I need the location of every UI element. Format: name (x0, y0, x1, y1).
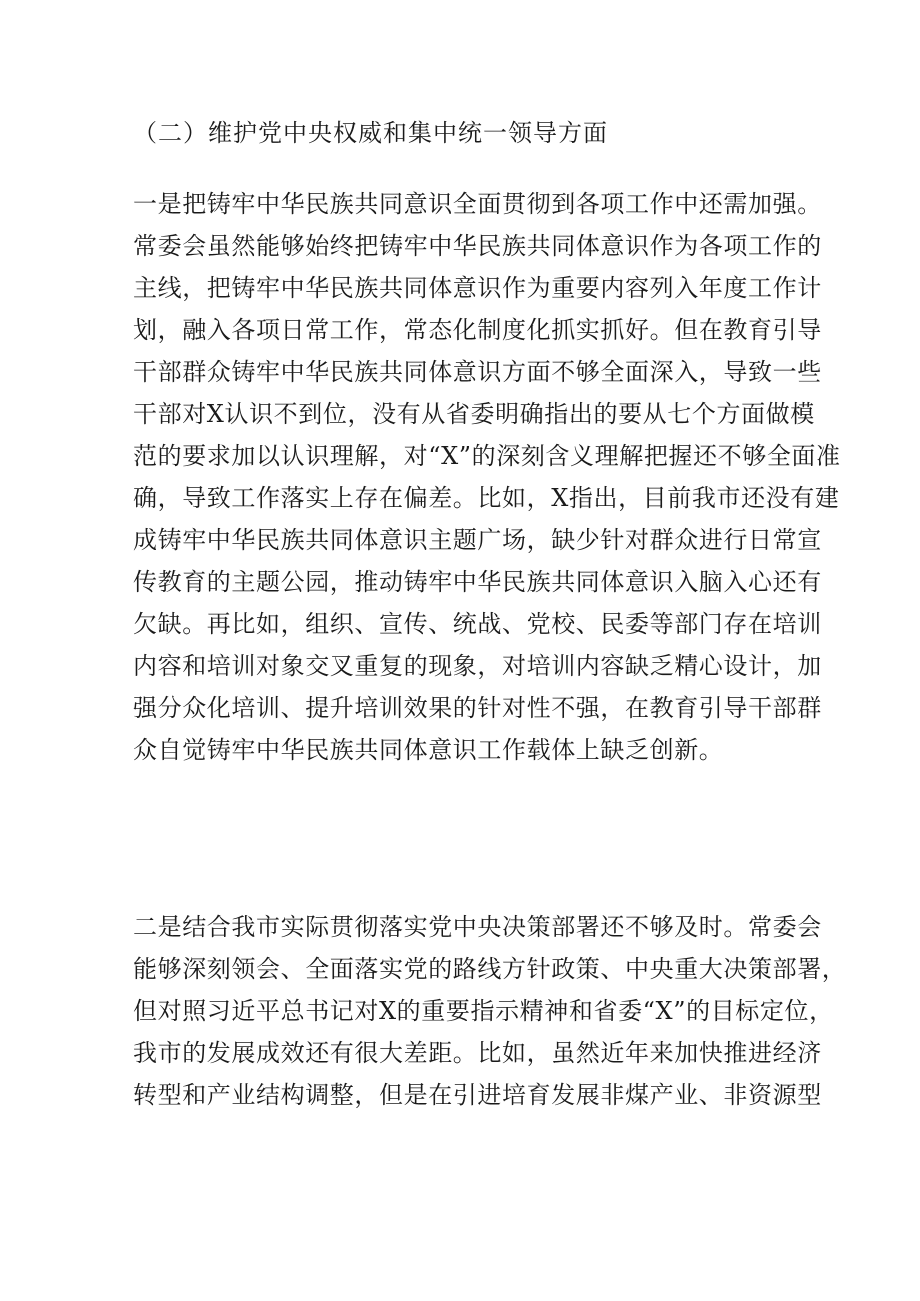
paragraph-2 (133, 906, 847, 1116)
paragraph-line: 强分众化培训、提升培训效果的针对性不强，在教育引导干部群 (133, 694, 822, 722)
paragraph-line: 欠缺。再比如，组织、宣传、统战、党校、民委等部门存在培训 (133, 610, 822, 638)
paragraph-line: 二是结合我市实际贯彻落实党中央决策部署还不够及时。常委会 (133, 913, 822, 941)
paragraph-line: 能够深刻领会、全面落实党的路线方针政策、中央重大决策部署， (133, 955, 847, 983)
paragraph-line: 一是把铸牢中华民族共同意识全面贯彻到各项工作中还需加强。 (133, 190, 822, 218)
paragraph-line: 成铸牢中华民族共同体意识主题广场，缺少针对群众进行日常宣 (133, 526, 822, 554)
paragraph-line: 传教育的主题公园，推动铸牢中华民族共同体意识入脑入心还有 (133, 568, 822, 596)
section-heading: （二）维护党中央权威和集中统一领导方面 (133, 119, 608, 147)
paragraph-line: 干部对X认识不到位，没有从省委明确指出的要从七个方面做模 (133, 400, 815, 428)
paragraph-line: 但对照习近平总书记对X的重要指示精神和省委“X”的目标定位， (133, 997, 834, 1025)
paragraph-line: 划，融入各项日常工作，常态化制度化抓实抓好。但在教育引导 (133, 316, 822, 344)
paragraph-line: 确，导致工作落实上存在偏差。比如，X指出，目前我市还没有建 (133, 484, 840, 512)
paragraph-line: 范的要求加以认识理解，对“X”的深刻含义理解把握还不够全面准 (133, 442, 841, 470)
paragraph-line: 众自觉铸牢中华民族共同体意识工作载体上缺乏创新。 (133, 736, 724, 764)
paragraph-line: 我市的发展成效还有很大差距。比如，虽然近年来加快推进经济 (133, 1039, 822, 1067)
paragraph-line: 主线，把铸牢中华民族共同体意识作为重要内容列入年度工作计 (133, 274, 822, 302)
paragraph-1 (133, 183, 841, 771)
paragraph-line: 转型和产业结构调整，但是在引进培育发展非煤产业、非资源型 (133, 1081, 822, 1109)
paragraph-line: 干部群众铸牢中华民族共同体意识方面不够全面深入，导致一些 (133, 358, 822, 386)
paragraph-line: 常委会虽然能够始终把铸牢中华民族共同体意识作为各项工作的 (133, 232, 822, 260)
paragraph-line: 内容和培训对象交叉重复的现象，对培训内容缺乏精心设计，加 (133, 652, 822, 680)
